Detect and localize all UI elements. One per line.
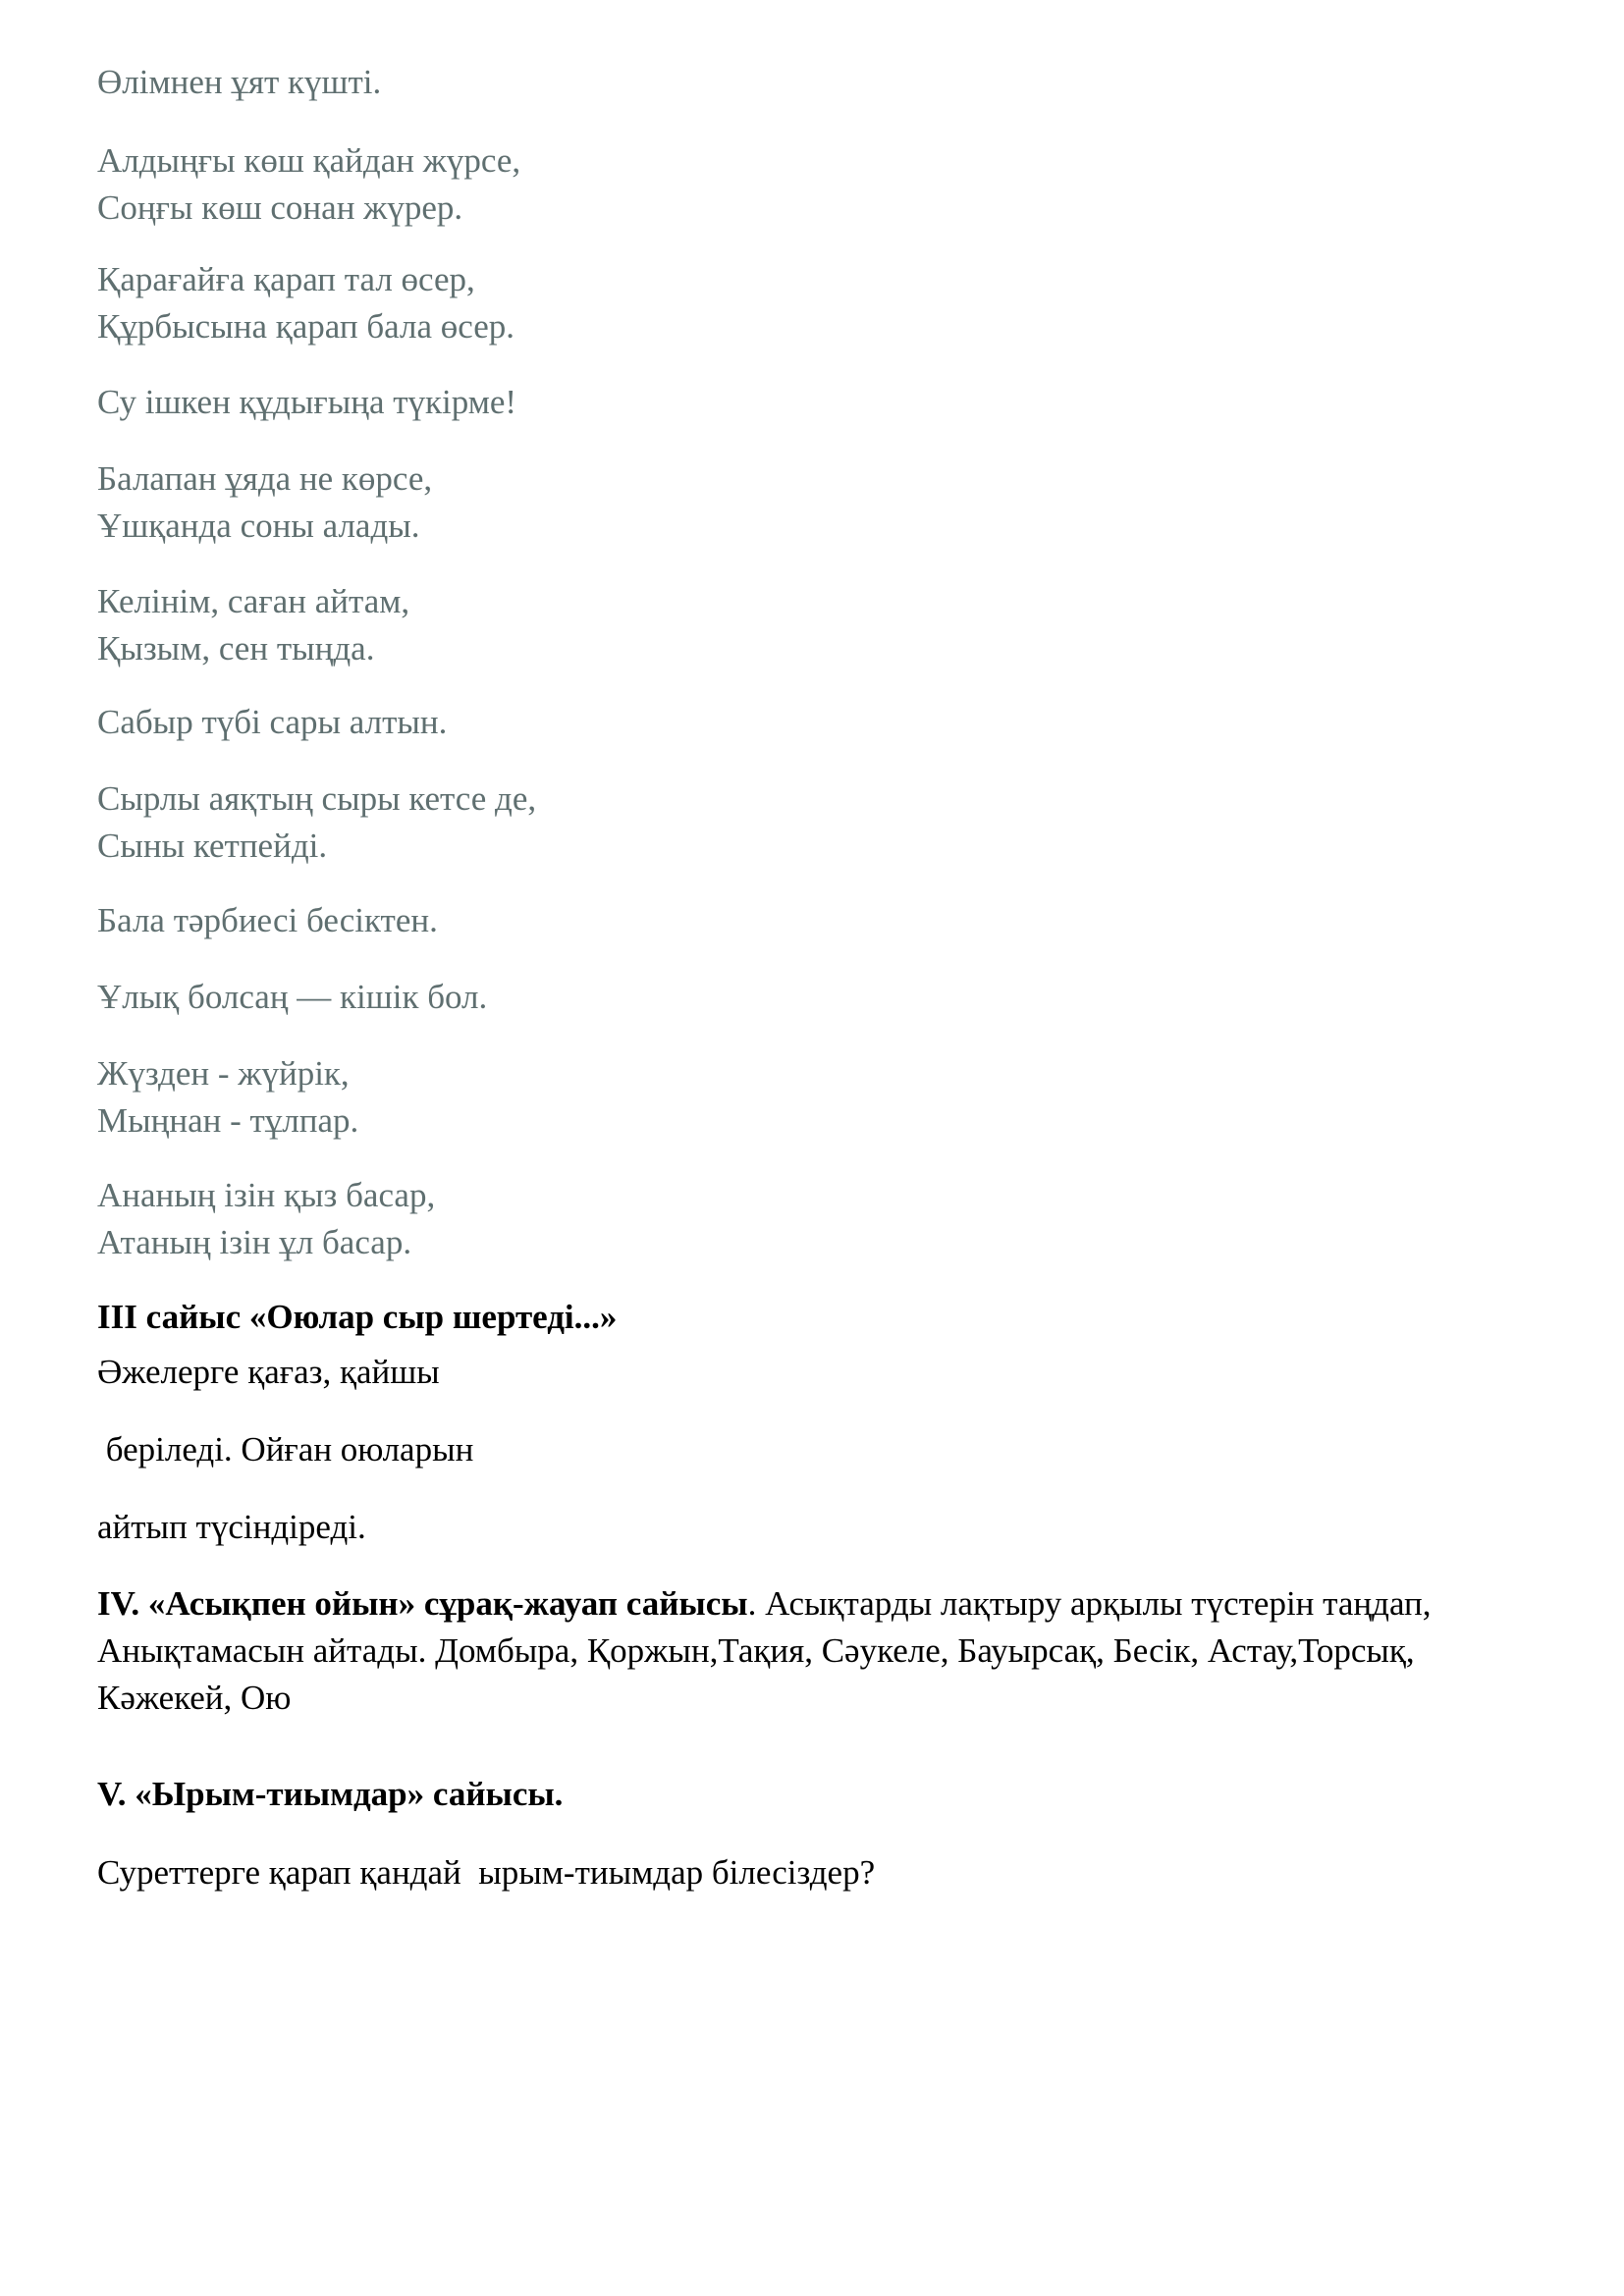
proverb-1 (97, 59, 381, 106)
proverb-7 (97, 699, 447, 746)
proverb-8 (97, 775, 536, 870)
proverb-6 (97, 578, 409, 672)
proverb-line: Жүзден - жүйрік, (97, 1054, 350, 1093)
proverb-5 (97, 455, 432, 550)
proverb-line: Ананың ізін қыз басар, (97, 1176, 436, 1214)
section3-line3: айтып түсіндіреді. (97, 1508, 366, 1546)
section3-title (97, 1294, 617, 1341)
proverb-line: Су ішкен құдығыңа түкірме! (97, 383, 517, 421)
proverb-line: Ұлық болсаң — кішік бол. (97, 978, 488, 1016)
proverb-9 (97, 897, 438, 944)
proverb-10 (97, 974, 487, 1021)
proverb-line: Атаның ізін ұл басар. (97, 1223, 412, 1261)
section5-question: Суреттерге қарап қандай ырым-тиымдар білесіздер? (97, 1853, 876, 1892)
proverb-line: Мыңнан - тұлпар. (97, 1101, 359, 1140)
proverb-11 (97, 1050, 358, 1145)
proverb-line: Келінім, саған айтам, (97, 582, 410, 620)
proverb-line: Бала тәрбиесі бесіктен. (97, 901, 438, 939)
proverb-line: Сырлы аяқтың сыры кетсе де, (97, 779, 537, 818)
section4-text: . Асықтарды лақтыру арқылы түстерін таңдап, Анықтамасын айтады. Домбыра, Қоржын,Тақия, Сәукеле, Бауырсақ, Бесік, Астау,Торсық, Кәжекей, Ою (97, 1584, 1432, 1717)
proverb-4 (97, 379, 516, 426)
proverb-12 (97, 1172, 435, 1266)
section5-title-text: V. «Ырым-тиымдар» сайысы. (97, 1775, 564, 1813)
proverb-line: Алдыңғы көш қайдан жүрсе, (97, 141, 521, 180)
proverb-line: Балапан ұяда не көрсе, (97, 459, 433, 498)
proverb-line: Өлімнен ұят күшті. (97, 63, 382, 101)
proverb-2 (97, 137, 520, 232)
proverb-line: Құрбысына қарап бала өсер. (97, 307, 514, 346)
section3-title-text: III сайыс «Оюлар сыр шертеді...» (97, 1298, 618, 1336)
proverb-line: Сабыр түбі сары алтын. (97, 703, 448, 741)
section4-title: IV. «Асықпен ойын» сұрақ-жауап сайысы (97, 1584, 748, 1623)
proverb-line: Соңғы көш сонан жүрер. (97, 188, 463, 227)
section5-title (97, 1771, 563, 1818)
section3-line1: Әжелерге қағаз, қайшы (97, 1353, 440, 1391)
proverb-3 (97, 256, 514, 350)
proverb-line: Қызым, сен тыңда. (97, 629, 375, 667)
section3-line2: беріледі. Ойған оюларын (97, 1430, 474, 1468)
proverb-line: Қарағайға қарап тал өсер, (97, 260, 475, 298)
proverb-line: Ұшқанда соны алады. (97, 507, 420, 545)
proverb-line: Сыны кетпейді. (97, 827, 328, 865)
section4-paragraph (97, 1580, 1531, 1722)
